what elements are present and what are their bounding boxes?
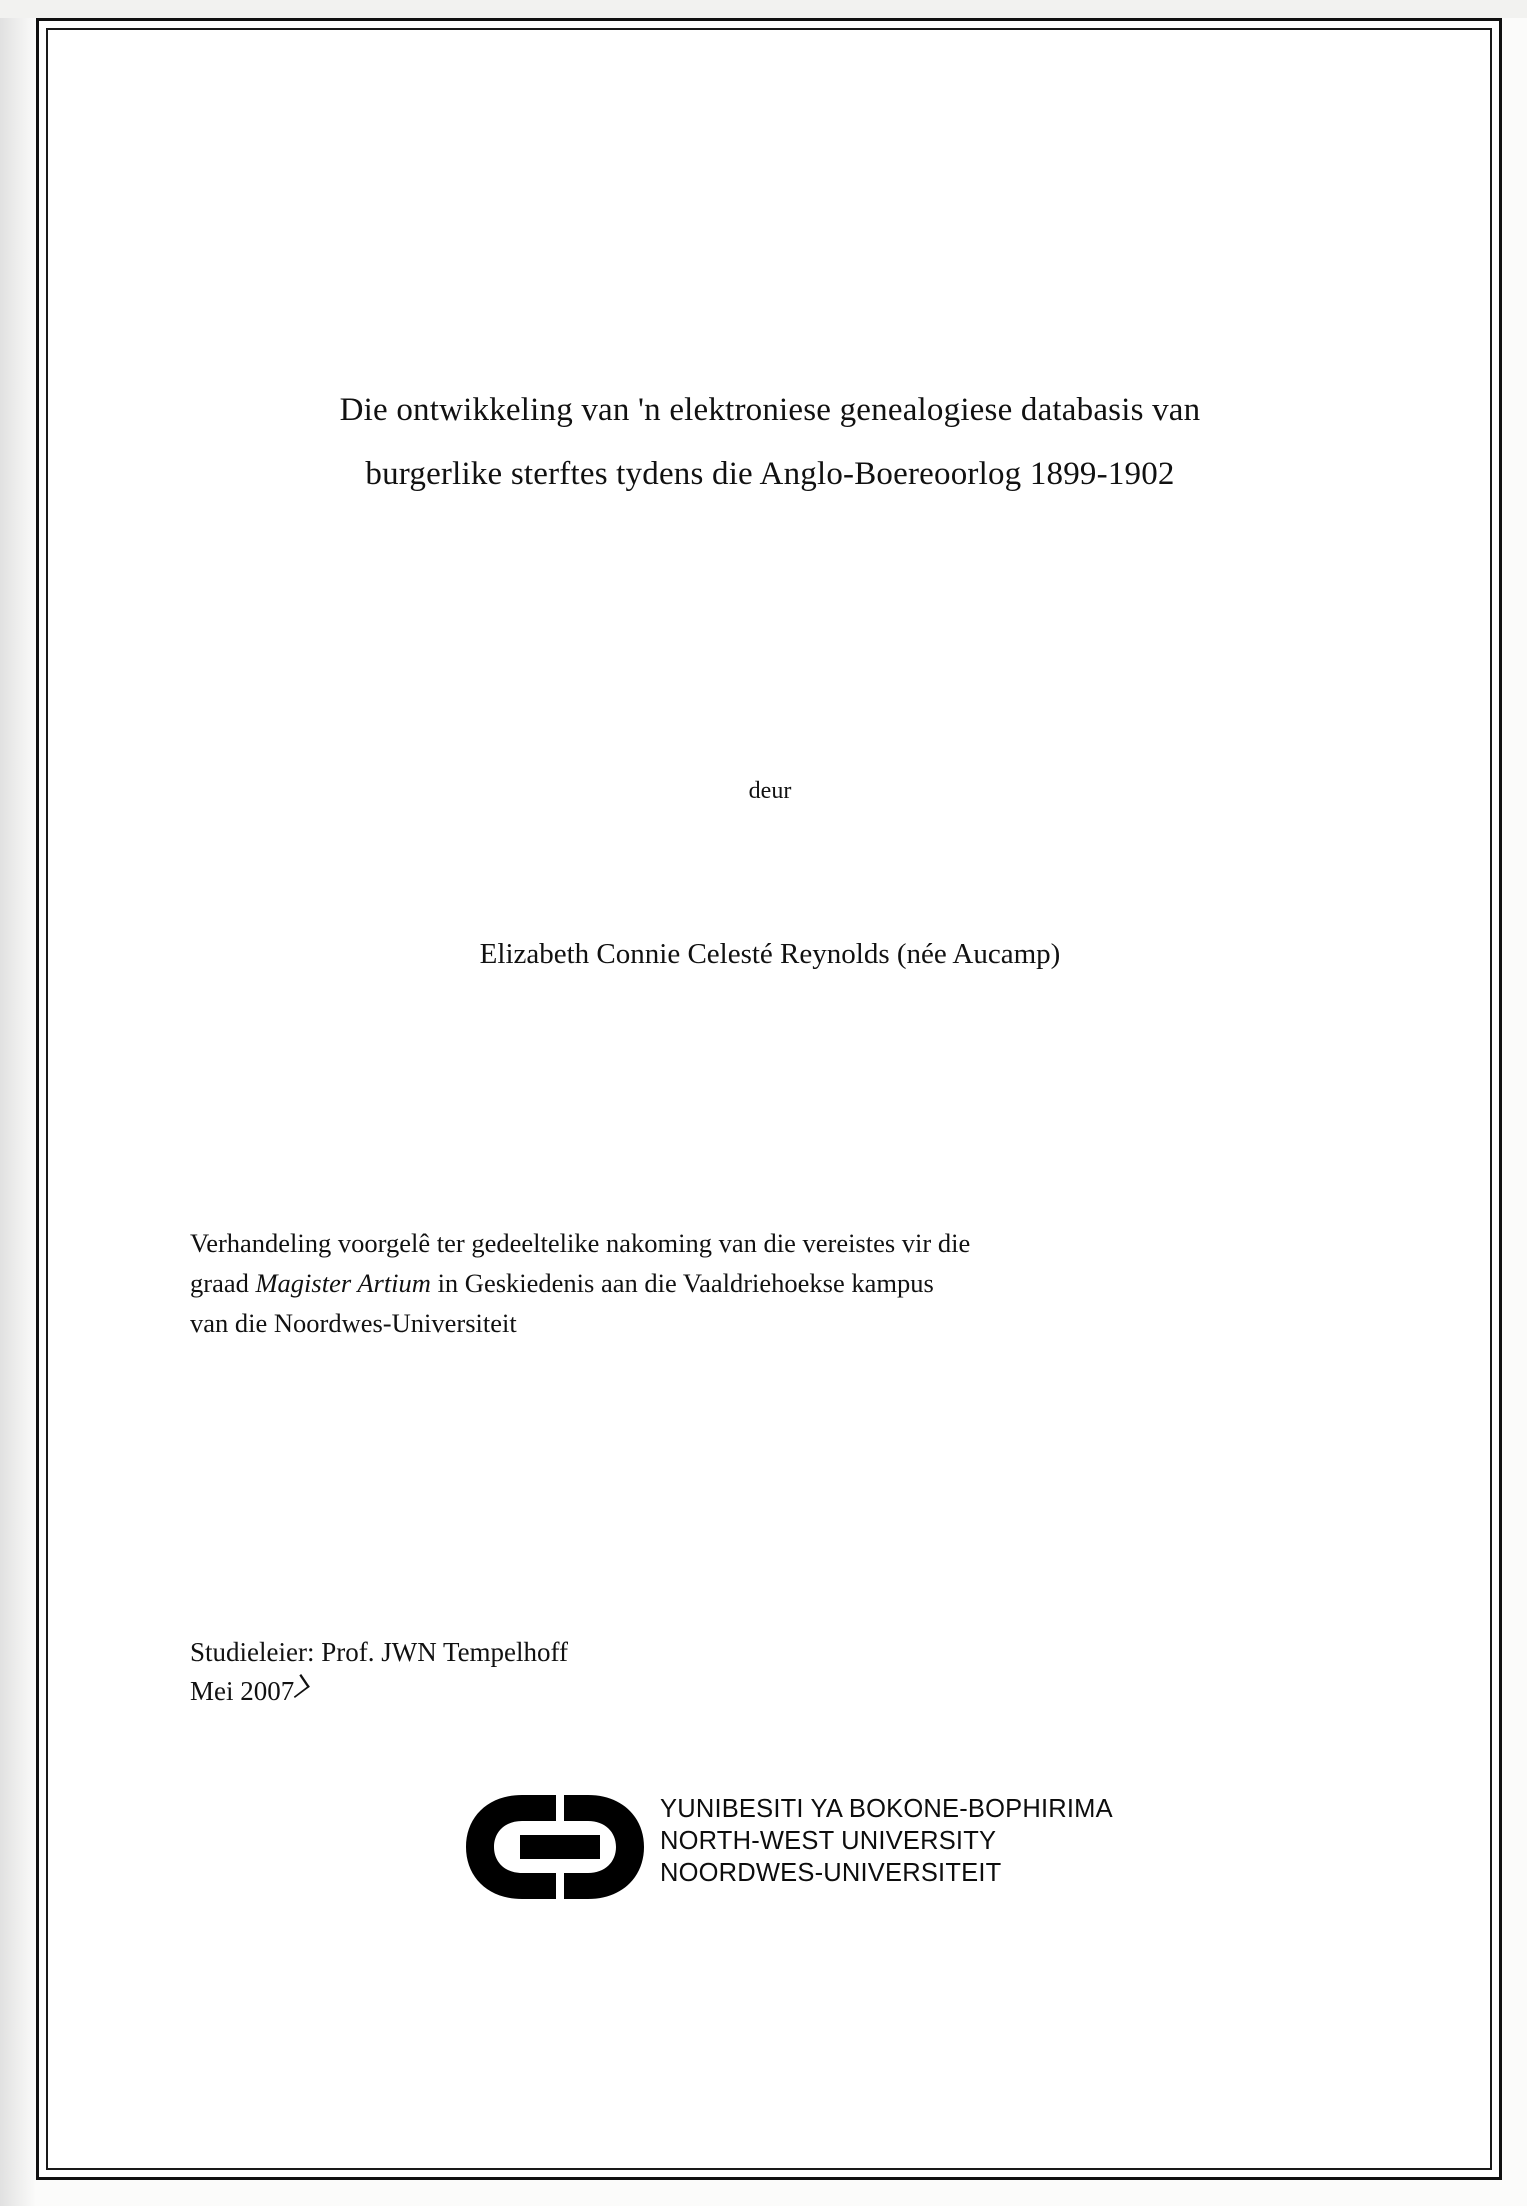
page-title	[180, 378, 1360, 506]
logo-text-block	[660, 1793, 1113, 1889]
degree-statement	[190, 1223, 1350, 1343]
degree-statement-line-3: van die Noordwes-Universiteit	[190, 1308, 517, 1338]
degree-statement-line-1: Verhandeling voorgelê ter gedeeltelike nakoming van die vereistes vir die	[190, 1228, 971, 1258]
date-line-wrapper	[190, 1672, 294, 1711]
by-label: deur	[748, 778, 792, 804]
author-name: Elizabeth Connie Celesté Reynolds (née Aucamp)	[479, 938, 1061, 970]
scan-top-shadow	[0, 0, 1527, 18]
logo-text-line-3: NOORDWES-UNIVERSITEIT	[660, 1859, 1002, 1887]
scan-gutter-shadow	[0, 0, 36, 2206]
university-logo	[460, 1783, 1160, 1913]
title-line-1: Die ontwikkeling van 'n elektroniese genealogiese databasis van	[339, 392, 1201, 428]
date-line: Mei 2007	[190, 1676, 295, 1706]
title-page-content	[180, 28, 1360, 2170]
logo-text-line-2: NORTH-WEST UNIVERSITY	[660, 1827, 997, 1855]
supervisor-line: Studieleier: Prof. JWN Tempelhoff	[190, 1637, 569, 1667]
degree-statement-line-2-pre: graad	[190, 1268, 256, 1298]
degree-name-italic: Magister Artium	[255, 1268, 431, 1298]
supervisor-block	[190, 1633, 1190, 1711]
degree-statement-line-2-post: in Geskiedenis aan die Vaaldriehoekse kampus	[430, 1268, 934, 1298]
nwu-logo-mark-icon	[460, 1791, 650, 1903]
title-line-2: burgerlike sterftes tydens die Anglo-Boereoorlog 1899-1902	[365, 456, 1175, 492]
degree-statement-line-2	[190, 1263, 1350, 1303]
logo-text-line-1: YUNIBESITI YA BOKONE-BOPHIRIMA	[660, 1795, 1113, 1823]
